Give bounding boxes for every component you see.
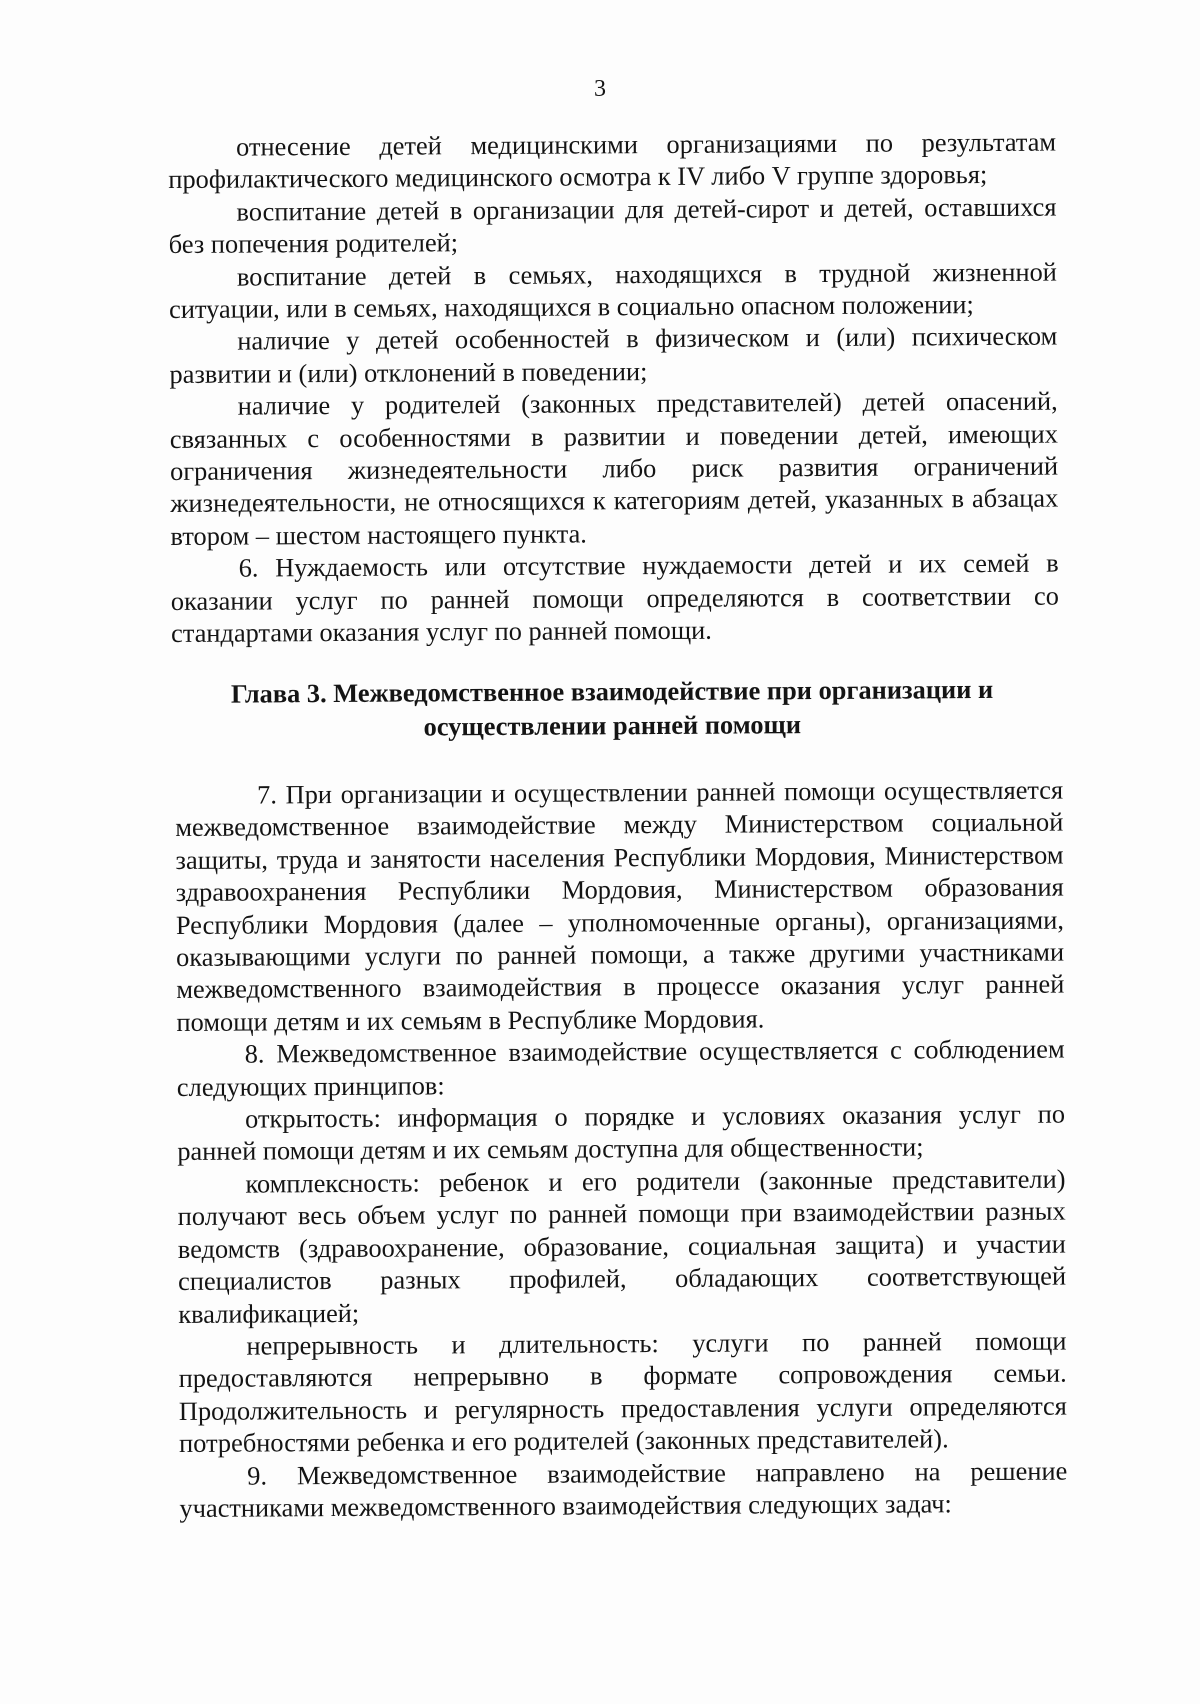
paragraph-health-group: отнесение детей медицинскими организациями по результатам профилактического медицинского осмотра к IV либо V группе здоровья; — [168, 126, 1057, 195]
paragraph-item-9: 9. Межведомственное взаимодействие направлено на решение участниками межведомственного взаимодействия следующих задач: — [179, 1455, 1068, 1523]
page-number: 3 — [594, 76, 606, 102]
paragraph-difficult-situation: воспитание детей в семьях, находящихся в трудной жизненной ситуации, или в семьях, находящихся в социально опасном положении; — [168, 256, 1057, 325]
paragraph-development-features: наличие у детей особенностей в физическом и (или) психическом развитии и (или) отклонений в поведении; — [169, 321, 1058, 389]
paragraph-item-8: 8. Межведомственное взаимодействие осуществляется с соблюдением следующих принципов: — [176, 1033, 1065, 1102]
chapter-title-line-2: осуществлении ранней помощи — [423, 709, 802, 742]
bottom-text-block — [175, 774, 1068, 1525]
chapter-title — [168, 672, 1056, 745]
top-text-block — [168, 126, 1059, 650]
paragraph-item-7: 7. При организации и осуществлении ранней помощи осуществляется межведомственное взаимодействие между Министерством социальной защиты, труда и занятости населения Республики Мордовия, Министерством здравоохранения Республики Мордовия, Министерством образования Республики Мордовия (далее – уполномоченные органы), организациями, оказывающими услуги по ранней помощи, а также другими участниками межведомственного взаимодействия в процессе оказания услуг ранней помощи детям и их семьям в Республике Мордовия. — [175, 774, 1065, 1037]
paragraph-item-6: 6. Нуждаемость или отсутствие нуждаемости детей и их семей в оказании услуг по ранней помощи определяются в соответствии со стандартами оказания услуг по ранней помощи. — [170, 547, 1059, 649]
paragraph-parent-concerns: наличие у родителей (законных представителей) детей опасений, связанных с особенностями в развитии и поведении детей, имеющих ограничения жизнедеятельности либо риск развития ограничений жизнедеятельности, не относящихся к категориям детей, указанных в абзацах втором – шестом настоящего пункта. — [169, 385, 1059, 551]
paragraph-openness: открытость: информация о порядке и условиях оказания услуг по ранней помощи детям и их семьям доступна для общественности; — [177, 1098, 1066, 1167]
paragraph-orphans: воспитание детей в организации для детей-сирот и детей, оставшихся без попечения родителей; — [168, 191, 1057, 260]
paragraph-complexity: комплексность: ребенок и его родители (законные представители) получают весь объем услуг по ранней помощи при взаимодействии разных ведомств (здравоохранение, образование, социальная защита) и участии специалистов разных профилей, обладающих соответствующей квалификацией; — [177, 1163, 1067, 1329]
chapter-title-line-1: Глава 3. Межведомственное взаимодействие при организации и — [230, 673, 994, 709]
paragraph-continuity: непрерывность и длительность: услуги по ранней помощи предоставляются непрерывно в формате сопровождения семьи. Продолжительность и регулярность предоставления услуги определяются потребностями ребенка и его родителей (законных представителей). — [178, 1325, 1067, 1459]
